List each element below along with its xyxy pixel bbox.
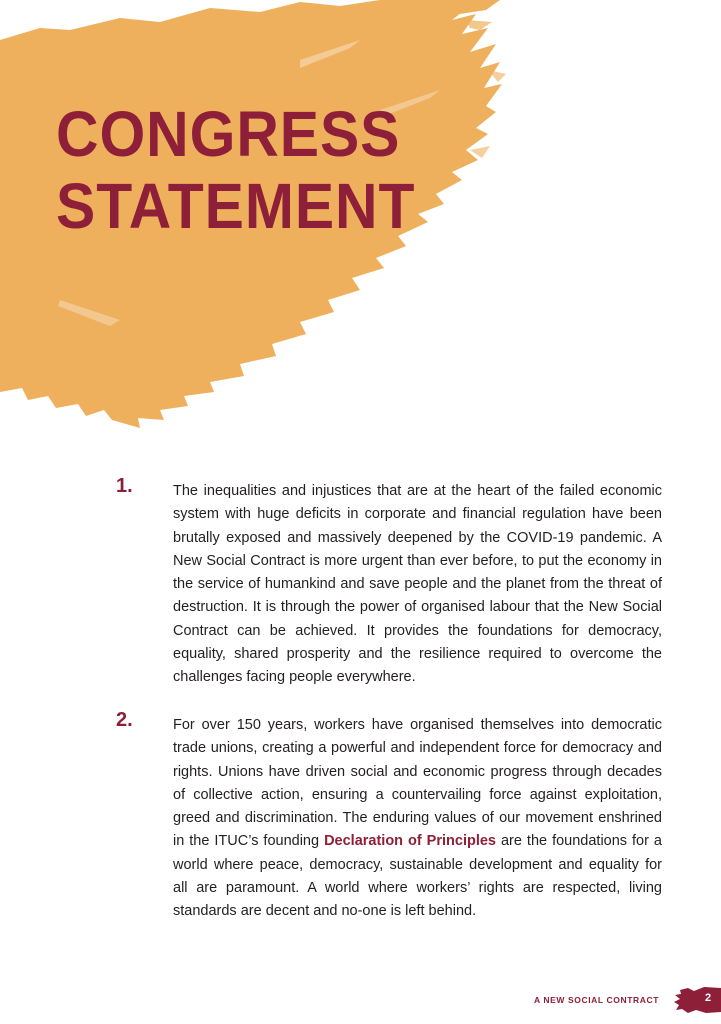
item-number: 1. bbox=[116, 475, 133, 497]
paragraph-text-after-link: are the foundations for a world where peace, democracy, sustainable development and equality for all are paramount. A world where workers’ rights are respected, living standards are decent and no-one is left behind. bbox=[173, 833, 662, 920]
declaration-of-principles-link[interactable]: Declaration of Principles bbox=[324, 833, 496, 850]
page-number: 2 bbox=[705, 992, 712, 1004]
item-paragraph bbox=[173, 714, 662, 924]
item-number: 2. bbox=[116, 709, 133, 731]
title-line-2: STATEMENT bbox=[56, 170, 416, 242]
footer-publication-label: A NEW SOCIAL CONTRACT bbox=[534, 995, 659, 1005]
page-title bbox=[56, 98, 415, 242]
paragraph-text-before-link: For over 150 years, workers have organised themselves into democratic trade unions, creating a powerful and independent force for democracy and rights. Unions have driven social and economic progress through decades of collective action, ensuring a countervailing force against exploitation, greed and discrimination. The enduring values of our movement enshrined in the ITUC’s founding bbox=[173, 717, 662, 850]
title-line-1: CONGRESS bbox=[56, 98, 401, 170]
item-paragraph: The inequalities and injustices that are at the heart of the failed economic system with huge deficits in corporate and financial regulation have been brutally exposed and massively deepened by the COVID-19 pandemic. A New Social Contract is more urgent than ever before, to put the economy in the service of humankind and save people and the planet from the threat of destruction. It is through the power of organised labour that the New Social Contract can be achieved. It provides the foundations for democracy, equality, shared prosperity and the resilience required to overcome the challenges facing people everywhere. bbox=[173, 483, 662, 686]
page-number-brush-tag bbox=[674, 986, 721, 1014]
